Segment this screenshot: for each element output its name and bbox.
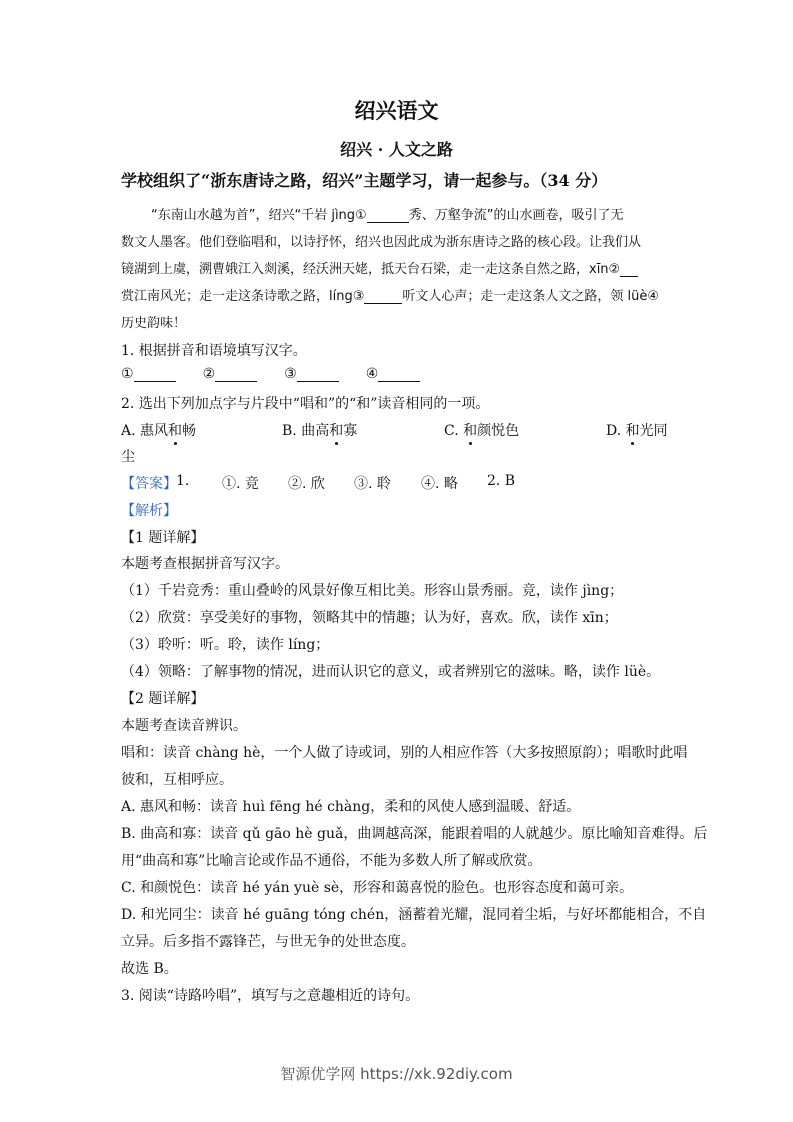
analysis-item-4: （4）领略：了解事物的情况，进而认识它的意义，或者辨别它的滋味。略，读作 lüè。: [121, 664, 661, 680]
question-3: 3. 阅读“诗路吟唱”，填写与之意趣相近的诗句。: [121, 988, 420, 1004]
question-1: 1. 根据拼音和语境填写汉字。: [121, 343, 307, 359]
dotted-char: 和: [329, 420, 343, 440]
dotted-char: 和: [168, 420, 182, 440]
option-text: D.: [606, 423, 626, 439]
analysis-option-b: B. 曲高和寡：读音 qǔ gāo hè guǎ，曲调越高深，能跟着唱的人就越少。原比喻知音难得。后: [121, 826, 708, 842]
analysis-definition: 彼和，互相呼应。: [121, 772, 233, 788]
blank-3-label: ③: [284, 366, 297, 382]
question-2-options: [0, 420, 793, 440]
option-c: [444, 420, 519, 440]
dotted-char: 和: [463, 420, 477, 440]
answer-4: ④. 略: [421, 476, 458, 492]
passage-line-1: [151, 204, 623, 223]
option-text: 颜悦色: [477, 423, 520, 439]
passage-text: 赏江南风光；走一走这条诗歌之路，líng③: [121, 289, 365, 304]
blank-3: [297, 367, 339, 382]
analysis-heading-2: 【2 题详解】: [121, 691, 205, 707]
answer-2: ②. 欣: [288, 476, 325, 492]
blank-4: [378, 367, 420, 382]
analysis-option-a: A. 惠风和畅：读音 huì fēng hé chàng，柔和的风使人感到温暖、舒适。: [121, 799, 581, 815]
option-d-continued: 尘: [121, 449, 135, 465]
answer-1: ①. 竞: [222, 476, 259, 492]
analysis-text: 本题考查根据拼音写汉字。: [121, 556, 289, 572]
analysis-conclusion: 故选 B。: [121, 961, 178, 977]
option-b: [282, 420, 357, 440]
analysis-definition: 唱和：读音 chàng hè，一个人做了诗或词，别的人相应作答（大多按照原韵）；唱歌时此唱: [121, 745, 688, 761]
option-a: [121, 420, 196, 440]
option-d: [606, 420, 668, 440]
blank-2: [215, 367, 257, 382]
blank-line: [620, 262, 638, 277]
option-text: 寡: [343, 423, 358, 439]
option-text: C.: [444, 423, 464, 439]
analysis-heading-1: 【1 题详解】: [121, 530, 205, 546]
passage-line-4: [121, 285, 659, 304]
passage-text: 秀、万壑争流”的山水画卷，吸引了无: [408, 208, 624, 223]
analysis-item-2: （2）欣赏：享受美好的事物，领略其中的情趣；认为好，喜欢。欣，读作 xīn；: [121, 610, 618, 626]
answer-3: ③. 聆: [354, 476, 391, 492]
option-text: 光同: [639, 423, 668, 439]
answer-label: 【答案】: [121, 476, 177, 492]
option-text: B. 曲高: [282, 423, 330, 439]
option-text: 畅: [182, 423, 197, 439]
blank-2-label: ②: [202, 366, 216, 382]
answer-q1-number: 1.: [176, 473, 190, 489]
section-heading: 学校组织了“浙东唐诗之路，绍兴”主题学习，请一起参与。（34 分）: [121, 171, 608, 190]
question-2: 2. 选出下列加点字与片段中“唱和”的“和”读音相同的一项。: [121, 396, 490, 412]
option-text: A. 惠风: [121, 423, 169, 439]
analysis-label: 【解析】: [121, 503, 177, 519]
blank-1: [134, 367, 176, 382]
analysis-item-1: （1）千岩竞秀：重山叠岭的风景好像互相比美。形容山景秀丽。竞，读作 jìng；: [121, 583, 624, 599]
blank-line: [367, 208, 409, 223]
analysis-option-b: 用“曲高和寡”比喻言论或作品不通俗，不能为多数人所了解或欣赏。: [121, 853, 542, 869]
passage-text: 听文人心声；走一走这条人文之路，领 lüè④: [402, 289, 660, 304]
analysis-item-3: （3）聆听：听。聆，读作 líng；: [121, 637, 330, 653]
analysis-text: 本题考查读音辨识。: [121, 718, 247, 734]
page-subtitle: 绍兴 · 人文之路: [340, 140, 453, 159]
answer-blanks: [121, 366, 420, 382]
passage-line-2: 数文人墨客。他们登临唱和，以诗抒怀，绍兴也因此成为浙东唐诗之路的核心段。让我们从: [121, 235, 642, 250]
blank-line: [364, 289, 402, 304]
blank-4-label: ④: [365, 366, 379, 382]
page-title: 绍兴语文: [354, 98, 439, 123]
passage-text: 镜湖到上虞，溯曹娥江入剡溪，经沃洲天姥，抵天台石梁，走一走这条自然之路，xīn②: [121, 262, 621, 277]
analysis-option-d: 立异。后多指不露锋芒，与世无争的处世态度。: [121, 934, 415, 950]
dotted-char: 和: [626, 420, 640, 440]
blank-1-label: ①: [121, 366, 134, 382]
analysis-option-d: D. 和光同尘：读音 hé guāng tóng chén，涵蓄着光耀，混同着尘垢，与好坏都能相合，不自: [121, 907, 707, 923]
passage-line-5: 历史韵味！: [121, 316, 187, 331]
answer-q2: 2. B: [487, 473, 516, 489]
passage-text: “东南山水越为首”，绍兴“千岩 jìng①: [151, 208, 367, 223]
footer-watermark: 智源优学网 https://xk.92diy.com: [280, 1065, 513, 1083]
passage-line-3: [121, 258, 638, 277]
analysis-option-c: C. 和颜悦色：读音 hé yán yuè sè，形容和蔼喜悦的脸色。也形容态度和蔼可亲。: [121, 880, 634, 896]
answer-line: [0, 473, 793, 493]
